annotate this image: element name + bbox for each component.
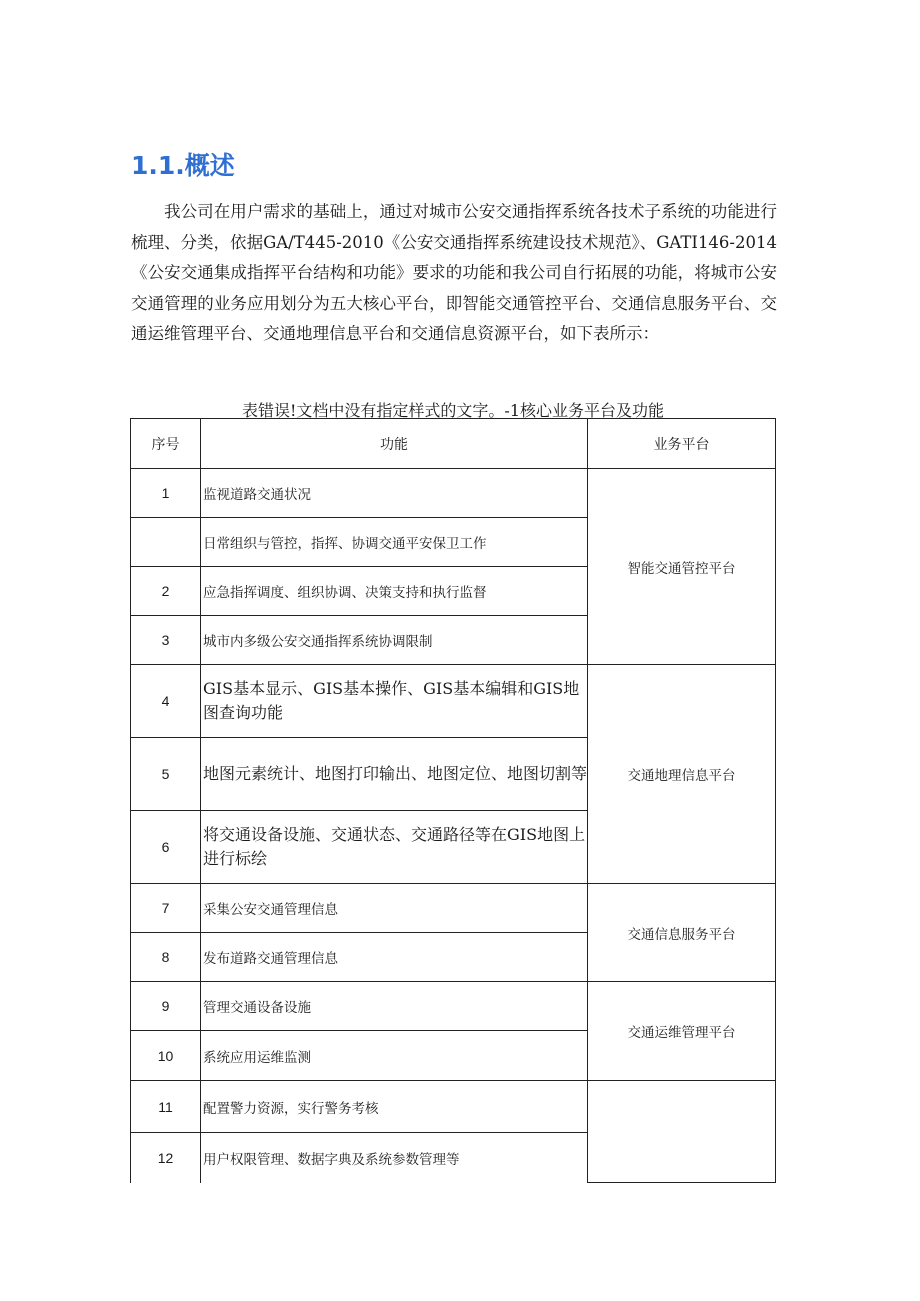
core-platform-table xyxy=(130,418,776,1183)
row-index: 6 xyxy=(131,811,201,884)
platform-cell xyxy=(588,1081,776,1183)
intro-paragraph: 我公司在用户需求的基础上，通过对城市公安交通指挥系统各技术子系统的功能进行梳理、分类，依据GA/T445-2010《公安交通指挥系统建设技术规范》、GATI146-2014《公安交通集成指挥平台结构和功能》要求的功能和我公司自行拓展的功能，将城市公安交通管理的业务应用划分为五大核心平台，即智能交通管控平台、交通信息服务平台、交通运维管理平台、交通地理信息平台和交通信息资源平台，如下表所示： xyxy=(131,202,777,343)
table-row xyxy=(131,982,776,1031)
row-function: 用户权限管理、数据字典及系统参数管理等 xyxy=(201,1133,588,1183)
section-heading: 1.1.概述 xyxy=(131,151,235,180)
row-function: 城市内多级公安交通指挥系统协调限制 xyxy=(201,616,588,665)
row-function: 应急指挥调度、组织协调、决策支持和执行监督 xyxy=(201,567,588,616)
row-index: 11 xyxy=(131,1081,201,1133)
header-function: 功能 xyxy=(201,419,588,469)
row-function: 地图元素统计、地图打印输出、地图定位、地图切割等 xyxy=(201,738,588,811)
table-row xyxy=(131,469,776,518)
row-function: 配置警力资源，实行警务考核 xyxy=(201,1081,588,1133)
row-index: 4 xyxy=(131,665,201,738)
row-index: 3 xyxy=(131,616,201,665)
row-function: 管理交通设备设施 xyxy=(201,982,588,1031)
table-caption: 表错误!文档中没有指定样式的文字。-1核心业务平台及功能 xyxy=(241,401,665,420)
table-row xyxy=(131,665,776,738)
platform-cell: 交通地理信息平台 xyxy=(588,665,776,884)
row-index: 9 xyxy=(131,982,201,1031)
platform-cell: 交通信息服务平台 xyxy=(588,884,776,982)
row-function: 发布道路交通管理信息 xyxy=(201,933,588,982)
header-index: 序号 xyxy=(131,419,201,469)
row-function: 将交通设备设施、交通状态、交通路径等在GIS地图上进行标绘 xyxy=(201,811,588,884)
platform-cell: 智能交通管控平台 xyxy=(588,469,776,665)
row-function: 日常组织与管控，指挥、协调交通平安保卫工作 xyxy=(201,518,588,567)
row-function: GIS基本显示、GIS基本操作、GIS基本编辑和GIS地图查询功能 xyxy=(201,665,588,738)
table-row xyxy=(131,1081,776,1133)
header-platform: 业务平台 xyxy=(588,419,776,469)
row-index: 2 xyxy=(131,567,201,616)
row-index: 8 xyxy=(131,933,201,982)
row-index: 10 xyxy=(131,1031,201,1081)
row-index: 12 xyxy=(131,1133,201,1183)
row-index: 5 xyxy=(131,738,201,811)
table-row xyxy=(131,884,776,933)
row-index xyxy=(131,518,201,567)
row-index: 7 xyxy=(131,884,201,933)
table-header-row xyxy=(131,419,776,469)
row-function: 监视道路交通状况 xyxy=(201,469,588,518)
platform-cell: 交通运维管理平台 xyxy=(588,982,776,1081)
row-function: 系统应用运维监测 xyxy=(201,1031,588,1081)
row-index: 1 xyxy=(131,469,201,518)
row-function: 采集公安交通管理信息 xyxy=(201,884,588,933)
